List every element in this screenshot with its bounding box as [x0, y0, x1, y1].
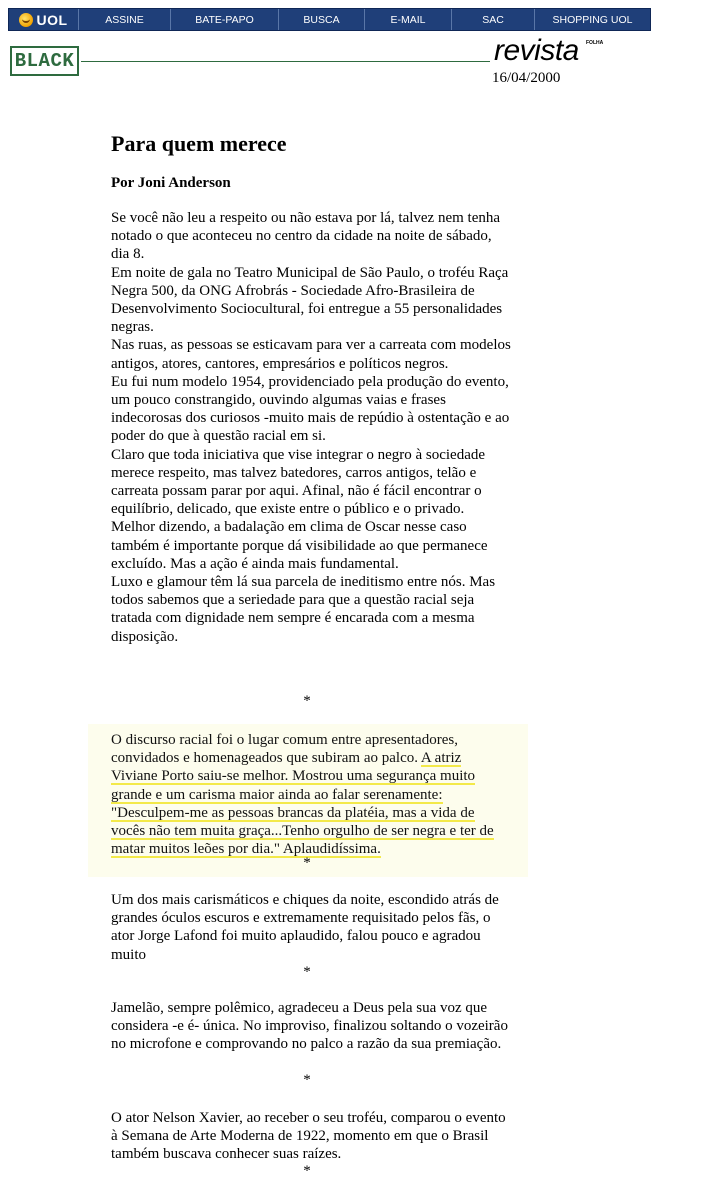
article-title: Para quem merece [111, 131, 287, 156]
nav-assine[interactable]: ASSINE [79, 9, 171, 30]
header-divider [81, 61, 490, 62]
separator-4: * [303, 1072, 311, 1088]
black-section-label: BLACK [14, 50, 75, 72]
separator-5: * [303, 1163, 311, 1179]
nav-busca[interactable]: BUSCA [279, 9, 365, 30]
nav-shopping-uol[interactable]: SHOPPING UOL [552, 13, 633, 26]
article-intro: Se você não leu a respeito ou não estava por lá, talvez nem tenha notado o que aconteceu no centro da cidade na noite de sábado, dia 8. Em noite de gala no Teatro Municipal de São Paulo, o troféu Raça Negra 500, da ONG Afrobrás - Sociedade Afro-Brasileira de Desenvolvimento Sociocultural, foi entregue a 55 personalidades negras. Nas ruas, as pessoas se esticavam para ver a carreata com modelos antigos, atores, cantores, empresários e políticos negros. Eu fui num modelo 1954, providenciado pela produção do evento, um pouco constrangido, ouvindo algumas vaias e frases indecorosas dos curiosos -muito mais de repúdio à ostentação e ao poder do que à questão racial em si. Claro que toda iniciativa que vise integrar o negro à sociedade merece respeito, mas talvez batedores, carros antigos, telão e carreata possam parar por aqui. Afinal, não é fácil encontrar o equilíbrio, delicado, que existe entre o público e o privado. Melhor dizendo, a badalação em clima de Oscar nesse caso também é importante porque dá visibilidade ao que permanece excluído. Mas a ação é ainda mais fundamental. Luxo e glamour têm lá sua parcela de ineditismo entre nós. Mas todos sabemos que a seriedade para que a questão racial seja tratada com dignidade nem sempre é encarada com a mesma disposição. [111, 210, 511, 645]
paragraph-xavier: O ator Nelson Xavier, ao receber o seu troféu, comparou o evento à Semana de Arte Moderna de 1922, momento em que o Brasil também buscava conhecer suas raízes. [111, 1110, 506, 1163]
highlighted-paragraph [111, 731, 511, 858]
paragraph-lafond: Um dos mais carismáticos e chiques da noite, escondido atrás de grandes óculos escuros e extremamente requisitado pelos fãs, o ator Jorge Lafond foi muito aplaudido, falou pouco e agradou muito [111, 892, 499, 963]
article-author: Por Joni Anderson [111, 175, 231, 191]
revista-logo: revista [494, 34, 579, 67]
uol-smiley-icon [19, 13, 33, 27]
separator-2: * [303, 855, 311, 871]
uol-logo[interactable] [9, 9, 79, 30]
nav-bate-papo[interactable]: BATE-PAPO [171, 9, 279, 30]
highlight-marked-text: A atriz Viviane Porto saiu-se melhor. Mostrou uma segurança muito grande e um carisma maior ainda ao falar serenamente: "Desculpem-me as pessoas brancas da platéia, mas a vida de vocês não tem muita graça...Tenho orgulho de ser negra e ter de matar muitos leões por dia." Aplaudidíssima. [111, 750, 494, 858]
separator-3: * [303, 964, 311, 980]
black-section-badge[interactable] [10, 46, 79, 76]
paragraph-jamelao: Jamelão, sempre polêmico, agradeceu a Deus pela sua voz que considera -e é- única. No improviso, finalizou soltando o vozeirão no microfone e comprovando no palco a razão da sua premiação. [111, 1000, 508, 1053]
nav-email[interactable]: E-MAIL [365, 9, 452, 30]
top-nav-bar [8, 8, 651, 31]
uol-logo-text: UOL [36, 11, 68, 28]
folha-logo-tag: FOLHA [586, 40, 604, 46]
highlight-plain-text: O discurso racial foi o lugar comum entre apresentadores, convidados e homenageados que subiram ao palco. [111, 732, 458, 767]
nav-sac[interactable]: SAC [452, 9, 535, 30]
publication-date: 16/04/2000 [492, 70, 561, 86]
separator-1: * [303, 693, 311, 709]
